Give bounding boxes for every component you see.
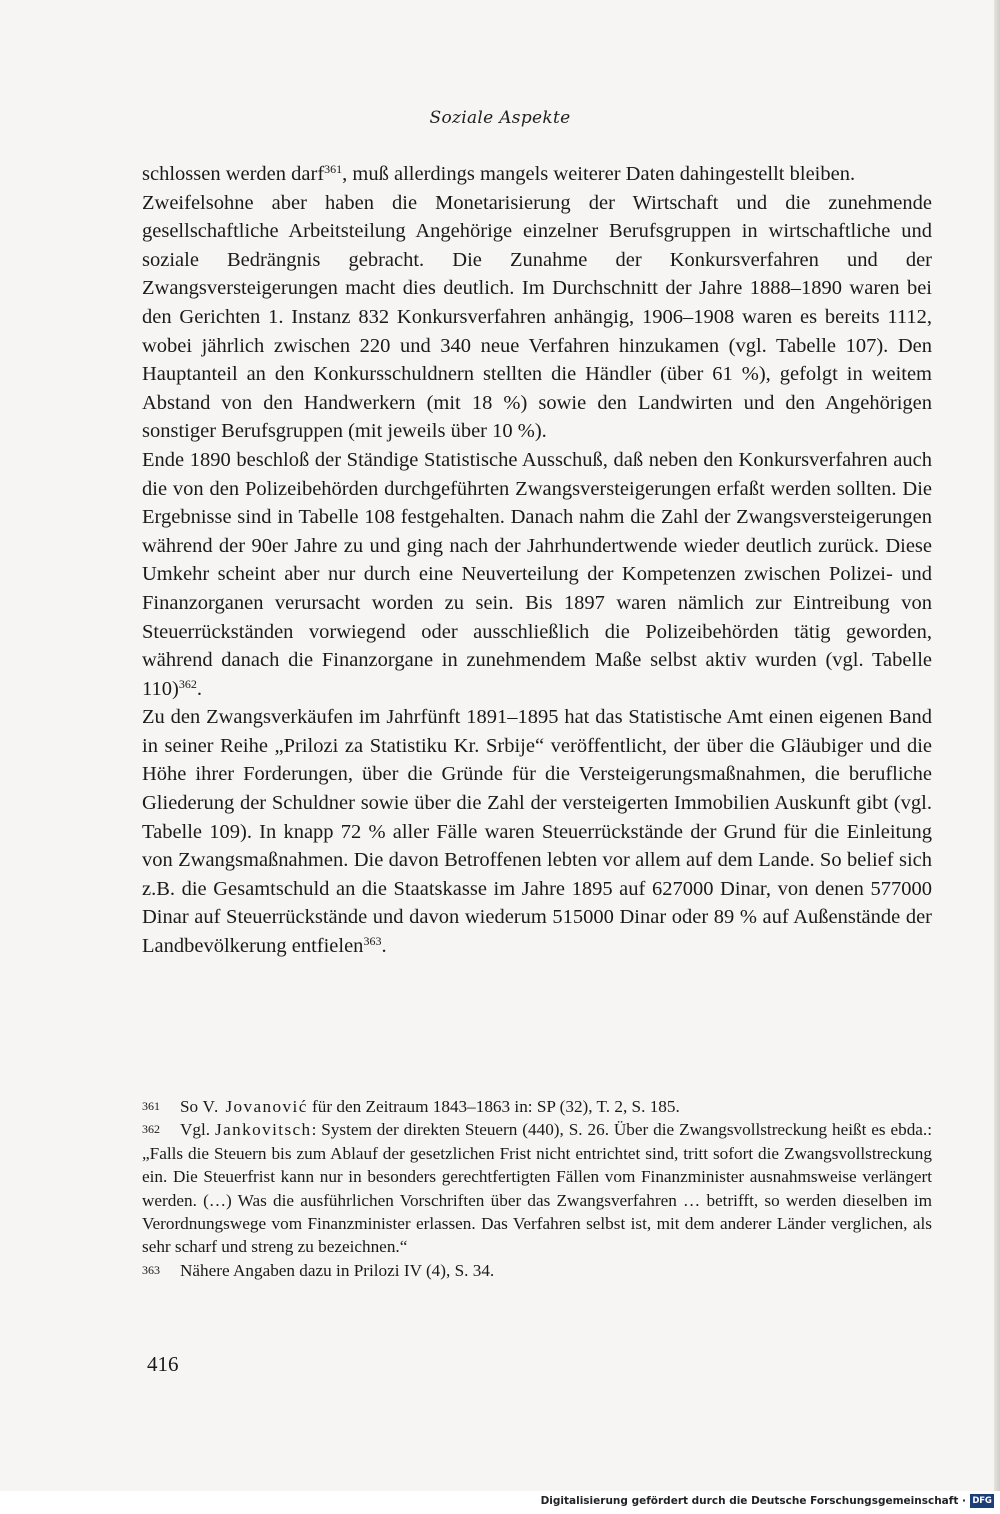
footnote-number: 363: [142, 1262, 160, 1277]
running-head: Soziale Aspekte: [429, 108, 571, 128]
footnote-ref-362[interactable]: 362: [178, 676, 197, 691]
footnote-author: V. Jovanović: [202, 1097, 308, 1116]
paragraph-4: [142, 703, 932, 960]
footnote-text: für den Zeitraum 1843–1863 in: SP (32), T. 2, S. 185.: [307, 1097, 680, 1116]
paragraph-3: [142, 446, 932, 703]
footnote-text: : System der direkten Steuern (440), S. 26. Über die Zwangsvollstreckung heißt es ebda.: „Falls die Steuern bis zum Ablauf der gesetzlichen Frist nicht entrichtet sind, tritt sofort die Zwangsvollstreckung ein. Die Steuerfrist kann nur in besonders gerechtfertigten Fällen vom Finanzminister ausnahmsweise verlängert werden. (…) Was die ausführlichen Vorschriften über das Zwangsverfahren … betrifft, so werden dieselben im Verordnungswege vom Finanzminister erlassen. Das Verfahren selbst ist, mit dem anderer Länder verglichen, als sehr scharf und streng zu bezeichnen.“: [142, 1120, 933, 1257]
footnotes: [142, 1095, 932, 1282]
footnote-author: Jankovitsch: [215, 1120, 312, 1140]
credit-text: Digitalisierung gefördert durch die Deutsche Forschungsgemeinschaft ·: [540, 1495, 966, 1507]
paragraph-3-text-b: .: [196, 677, 202, 700]
paragraph-2: Zweifelsohne aber haben die Monetarisierung der Wirtschaft und die zunehmende gesellschaftliche Arbeitsteilung Angehörige einzelner Berufsgruppen in wirtschaftliche und soziale Bedrängnis gebracht. Die Zunahme der Konkursverfahren und der Zwangsversteigerungen macht dies deutlich. Im Durchschnitt der Jahre 1888–1890 waren bei den Gerichten 1. Instanz 832 Konkursverfahren anhängig, 1906–1908 waren es bereits 1112, wobei jährlich zwischen 220 und 340 neue Verfahren hinzukamen (vgl. Tabelle 107). Den Hauptanteil an den Konkursschuldnern stellten die Händler (über 61 %), gefolgt in weitem Abstand von den Handwerkern (mit 18 %) sowie den Landwirten und den Angehörigen sonstiger Berufsgruppen (mit jeweils über 10 %).: [142, 191, 932, 443]
paragraph-4-text-b: .: [381, 935, 387, 958]
main-text: [142, 160, 932, 961]
footnote-number: 361: [142, 1099, 160, 1113]
footnote-ref-363[interactable]: 363: [363, 934, 382, 949]
footnote-362: [142, 1118, 932, 1258]
credit-bar: [0, 1491, 1000, 1514]
paragraph-4-text-a: Zu den Zwangsverkäufen im Jahrfünft 1891–1895 hat das Statistische Amt einen eigenen Band in seiner Reihe „Prilozi za Statistiku Kr. Srbije“ veröffentlicht, der über die Gläubiger und die Höhe ihrer Forderungen, über die Gründe für die Versteigerungsmaßnahmen, die berufliche Gliederung der Schuldner sowie über die Zahl der versteigerten Immobilien Auskunft gibt (vgl. Tabelle 109). In knapp 72 % aller Fälle waren Steuerrückstände der Grund für die Einleitung von Zwangsmaßnahmen. Die davon Betroffenen lebten vor allem auf dem Lande. So belief sich z.B. die Gesamtschuld an die Staatskasse im Jahre 1895 auf 627000 Dinar, von denen 577000 Dinar auf Steuerrückstände und davon wiederum 515000 Dinar oder 89 % auf Außenstände der Landbevölkerung entfielen: [142, 706, 932, 958]
footnote-363: [142, 1259, 932, 1282]
paragraph-1: [142, 160, 932, 189]
dfg-logo: DFG: [970, 1494, 994, 1508]
paragraph-3-text-a: Ende 1890 beschloß der Ständige Statistische Ausschuß, daß neben den Konkursverfahren auch die von den Polizeibehörden durchgeführten Zwangsversteigerungen erfaßt werden sollten. Die Ergebnisse sind in Tabelle 108 festgehalten. Danach nahm die Zahl der Zwangsversteigerungen während der 90er Jahre zu und ging nach der Jahrhundertwende wieder deutlich zurück. Diese Umkehr scheint aber nur durch eine Neuverteilung der Kompetenzen zwischen Polizei- und Finanzorganen verursacht worden zu sein. Bis 1897 waren nämlich zur Eintreibung von Steuerrückständen vorwiegend oder ausschließlich die Polizeibehörden tätig geworden, während danach die Finanzorgane in zunehmendem Maße selbst aktiv wurden (vgl. Tabelle 110): [142, 448, 932, 700]
paragraph-1-text-b: , muß allerdings mangels weiterer Daten dahingestellt bleiben.: [342, 163, 856, 185]
footnote-ref-361[interactable]: 361: [324, 162, 343, 176]
page-edge: [994, 0, 1000, 1514]
footnote-361: [142, 1095, 932, 1118]
footnote-text: Nähere Angaben dazu in Prilozi IV (4), S. 34.: [180, 1260, 495, 1280]
footnote-prefix: So: [180, 1097, 203, 1116]
page-number: 416: [147, 1352, 179, 1376]
footnote-prefix: Vgl.: [180, 1120, 215, 1140]
paragraph-1-text-a: schlossen werden darf: [142, 163, 325, 185]
footnote-number: 362: [142, 1122, 160, 1137]
